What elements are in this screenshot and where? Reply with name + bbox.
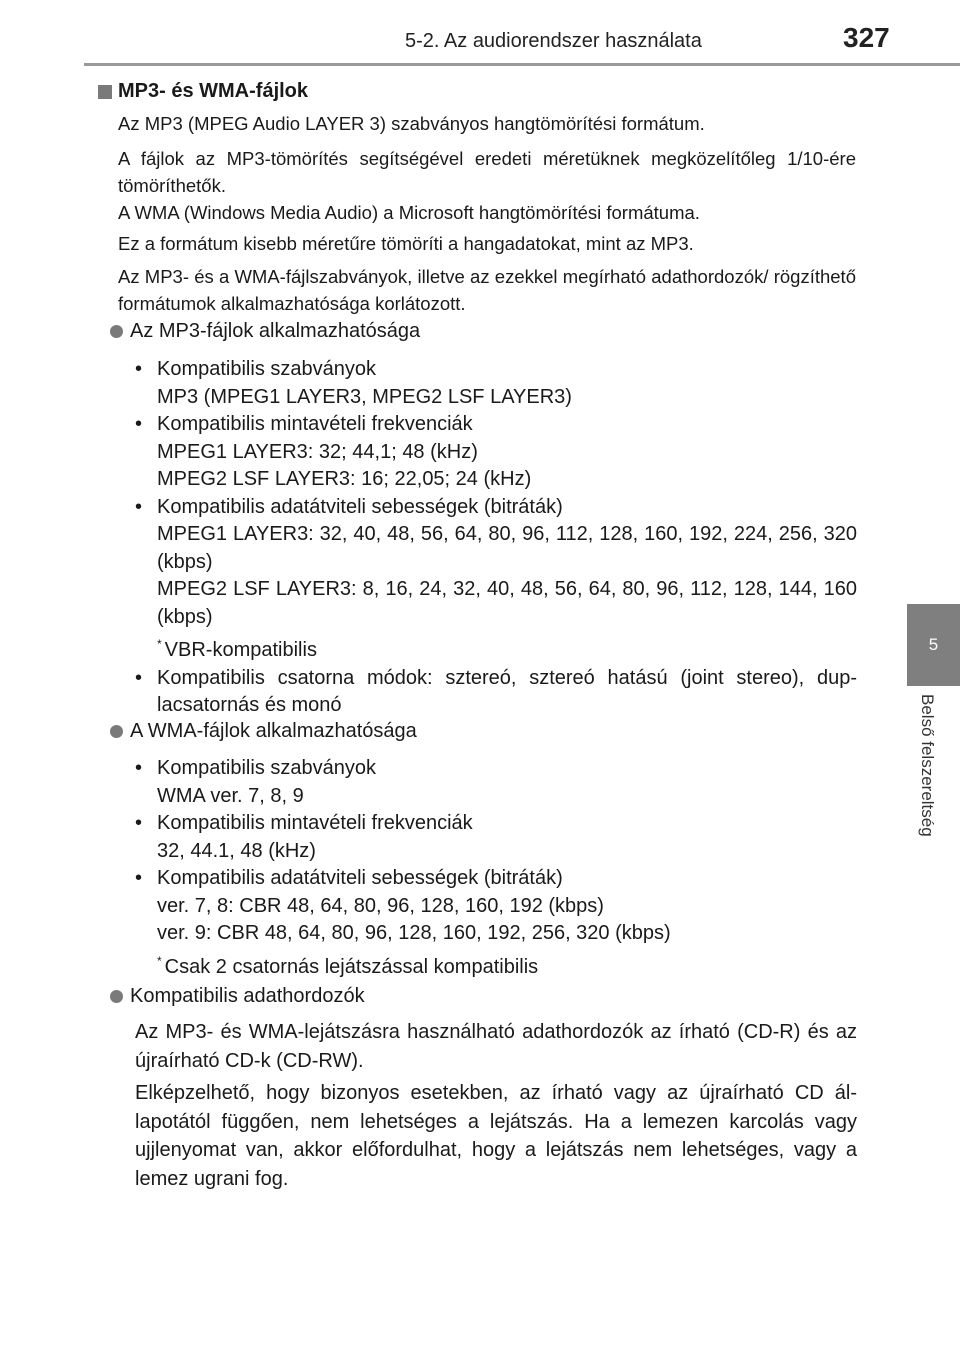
list-item [135, 810, 857, 865]
item-value: WMA ver. 7, 8, 9 [157, 784, 304, 807]
bullet-icon: • [135, 495, 143, 518]
media-subheading [110, 985, 365, 1008]
media-paragraph: Elképzelhető, hogy bizonyos esetekben, az írható vagy az újraírható CD ál-lapotától függően, nem lehetséges a lejátszás. Ha a lemezen karcolás vagy ujjlenyomat van, akkor előfordulhat, hogy a lejátszás nem lehetséges, vagy a lemez ugrani fog. [135, 1082, 857, 1190]
circle-bullet-icon [110, 325, 123, 338]
wma-subheading [110, 720, 417, 743]
mp3-subheading-text: Az MP3-fájlok alkalmazhatósága [130, 320, 421, 342]
intro-paragraph: Ez a formátum kisebb méretűre tömöríti a hangadatokat, mint az MP3. [118, 233, 694, 254]
bullet-icon: • [135, 358, 143, 380]
section-title: 5-2. Az audiorendszer használata [405, 30, 702, 52]
item-label: Kompatibilis mintavételi frekvenciák [157, 413, 473, 435]
intro-paragraph: A fájlok az MP3-tömörítés segítségével eredeti méretüknek megközelítőleg 1/10-ére tömöríthetők. [118, 148, 856, 196]
square-bullet-icon [98, 85, 112, 99]
item-label: Kompatibilis szabványok [157, 757, 376, 779]
bullet-icon: • [135, 812, 143, 834]
list-item [135, 494, 857, 665]
chapter-label: Belső felszereltség [918, 694, 937, 837]
header-divider [84, 63, 960, 66]
intro-paragraph: Az MP3 (MPEG Audio LAYER 3) szabványos hangtömörítési formátum. [118, 113, 705, 134]
page-number: 327 [843, 22, 890, 53]
item-label: Kompatibilis adatátviteli sebességek (bitráták) [157, 495, 563, 518]
media-subheading-text: Kompatibilis adathordozók [130, 985, 365, 1007]
item-label: Kompatibilis szabványok [157, 358, 376, 380]
chapter-tab [907, 604, 960, 686]
item-value: MPEG1 LAYER3: 32; 44,1; 48 (kHz) [157, 440, 478, 463]
item-value: ver. 9: CBR 48, 64, 80, 96, 128, 160, 192, 256, 320 (kbps) [157, 922, 671, 944]
item-value: MPEG2 LSF LAYER3: 16; 22,05; 24 (kHz) [157, 468, 532, 490]
circle-bullet-icon [110, 725, 123, 738]
wma-subheading-text: A WMA-fájlok alkalmazhatósága [130, 720, 417, 742]
chapter-number: 5 [928, 635, 939, 654]
intro-paragraph: Az MP3- és a WMA-fájlszabványok, illetve az ezekkel megírható adathordozók/ rögzíthető formátumok alkalmazhatósága korlátozott. [118, 266, 856, 314]
item-value: MPEG1 LAYER3: 32, 40, 48, 56, 64, 80, 96, 112, 128, 160, 192, 224, 256, 320 (kbps) [157, 523, 857, 573]
bullet-icon: • [135, 867, 143, 889]
footnote [157, 948, 857, 982]
item-label: Kompatibilis adatátviteli sebességek (bitráták) [157, 867, 563, 889]
section-heading-text: MP3- és WMA-fájlok [118, 80, 309, 102]
footnote-mark: * [157, 637, 162, 651]
list-item [135, 411, 857, 494]
footnote [157, 631, 857, 665]
footnote-mark: * [157, 953, 162, 968]
item-value: MPEG2 LSF LAYER3: 8, 16, 24, 32, 40, 48, 56, 64, 80, 96, 112, 128, 144, 160 (kbps) [157, 578, 857, 628]
bullet-icon: • [135, 413, 143, 435]
section-heading [98, 80, 308, 103]
footnote-text: Csak 2 csatornás lejátszással kompatibilis [164, 955, 539, 978]
item-value: ver. 7, 8: CBR 48, 64, 80, 96, 128, 160, 192 (kbps) [157, 894, 604, 917]
item-label: Kompatibilis mintavételi frekvenciák [157, 812, 473, 834]
list-item [135, 865, 857, 981]
circle-bullet-icon [110, 990, 123, 1003]
mp3-spec-list [135, 356, 857, 720]
list-item [135, 755, 857, 810]
footnote-text: VBR-kompatibilis [164, 639, 317, 661]
item-label: Kompatibilis csatorna módok: sztereó, sztereó hatású (joint stereo), dup-lacsatornás és monó [157, 666, 857, 716]
media-paragraph: Az MP3- és WMA-lejátszásra használható adathordozók az írható (CD-R) és az újraírható CD-k (CD-RW). [135, 1021, 857, 1072]
mp3-subheading [110, 320, 420, 343]
item-value: MP3 (MPEG1 LAYER3, MPEG2 LSF LAYER3) [157, 385, 572, 408]
bullet-icon: • [135, 666, 143, 689]
wma-spec-list [135, 755, 857, 981]
intro-paragraph: A WMA (Windows Media Audio) a Microsoft hangtömörítési formátuma. [118, 202, 700, 223]
item-value: 32, 44.1, 48 (kHz) [157, 839, 316, 862]
list-item [135, 665, 857, 720]
bullet-icon: • [135, 757, 143, 779]
list-item [135, 356, 857, 411]
